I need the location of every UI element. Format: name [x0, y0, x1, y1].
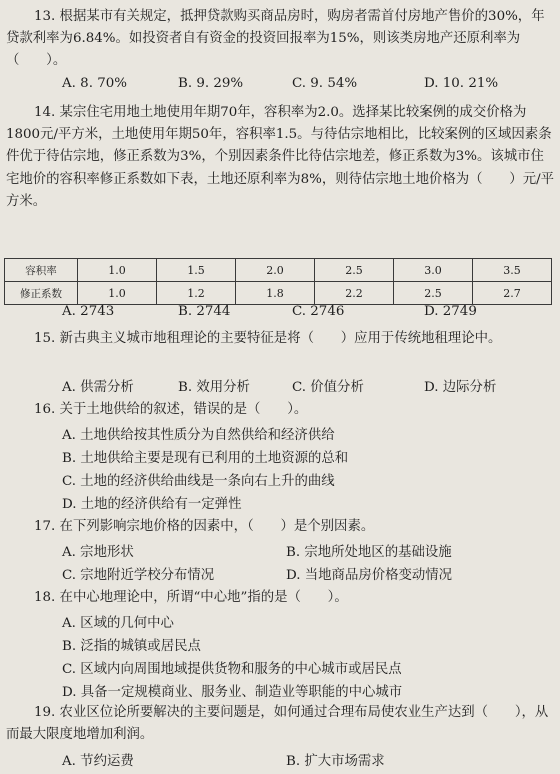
table-cell: 1.2 [157, 282, 236, 305]
table-row-label: 修正系数 [5, 282, 78, 305]
option-b[interactable]: B. 土地供给主要是现有已利用的土地资源的总和 [62, 451, 349, 466]
option-c[interactable]: C. 9. 54% [292, 76, 358, 91]
question-14 [6, 102, 554, 213]
option-b[interactable]: B. 效用分析 [178, 380, 250, 395]
question-16 [6, 399, 554, 421]
question-15 [6, 328, 554, 350]
option-d[interactable]: D. 边际分析 [424, 380, 497, 395]
option-d[interactable]: D. 2749 [424, 304, 477, 319]
option-c[interactable]: C. 区域内向周围地域提供货物和服务的中心城市或居民点 [62, 662, 402, 677]
question-18 [6, 587, 554, 609]
question-14-options [0, 304, 548, 326]
option-b[interactable]: B. 9. 29% [178, 76, 244, 91]
table-cell: 3.5 [473, 259, 552, 282]
option-b[interactable]: B. 宗地所处地区的基础设施 [286, 545, 452, 560]
option-c[interactable]: C. 宗地附近学校分布情况 [62, 568, 215, 583]
option-c[interactable]: C. 土地的经济供给曲线是一条向右上升的曲线 [62, 474, 335, 489]
option-c[interactable]: C. 价值分析 [292, 380, 364, 395]
option-d[interactable]: D. 当地商品房价格变动情况 [286, 568, 453, 583]
table-cell: 1.0 [78, 259, 157, 282]
question-19-options [0, 750, 548, 772]
table-cell: 1.8 [236, 282, 315, 305]
table-row-label: 容积率 [5, 259, 78, 282]
option-d[interactable]: D. 10. 21% [424, 76, 499, 91]
table-cell: 2.5 [315, 259, 394, 282]
option-a[interactable]: A. 区域的几何中心 [62, 616, 174, 631]
table-cell: 1.5 [157, 259, 236, 282]
option-a[interactable]: A. 土地供给按其性质分为自然供给和经济供给 [62, 428, 335, 443]
question-15-options [0, 376, 548, 398]
question-19-stem: 19. 农业区位论所要解决的主要问题是，如何通过合理布局使农业生产达到（ ），从而最大限度地增加利润。 [6, 705, 549, 743]
option-a[interactable]: A. 2743 [62, 304, 115, 319]
option-b[interactable]: B. 2744 [178, 304, 231, 319]
question-16-stem: 16. 关于土地供给的叙述，错误的是（ ）。 [34, 402, 308, 417]
question-13 [6, 6, 554, 73]
table-cell: 2.2 [315, 282, 394, 305]
option-a[interactable]: A. 宗地形状 [62, 545, 134, 560]
table-cell: 2.5 [394, 282, 473, 305]
table-row [5, 282, 552, 305]
question-18-options [0, 612, 548, 704]
question-17-options [0, 541, 548, 587]
option-c[interactable]: C. 2746 [292, 304, 345, 319]
option-a[interactable]: A. 8. 70% [62, 76, 127, 91]
option-d[interactable]: D. 具备一定规模商业、服务业、制造业等职能的中心城市 [62, 685, 403, 700]
option-b[interactable]: B. 泛指的城镇或居民点 [62, 639, 201, 654]
table-cell: 1.0 [78, 282, 157, 305]
table-cell: 2.7 [473, 282, 552, 305]
question-19 [6, 702, 554, 746]
table-row [5, 259, 552, 282]
question-16-options [0, 424, 548, 516]
question-13-options [0, 76, 548, 98]
question-15-stem: 15. 新古典主义城市地租理论的主要特征是将（ ）应用于传统地租理论中。 [34, 331, 502, 346]
option-d[interactable]: D. 土地的经济供给有一定弹性 [62, 497, 242, 512]
question-18-stem: 18. 在中心地理论中，所谓“中心地”指的是（ ）。 [34, 590, 348, 605]
option-b[interactable]: B. 扩大市场需求 [286, 754, 385, 769]
question-14-stem: 14. 某宗住宅用地土地使用年期70年，容积率为2.0。选择某比较案例的成交价格为1800元/平方米，土地使用年期50年，容积率1.5。与待估宗地相比，比较案例的区域因素条件优于待估宗地，修正系数为3%，个别因素条件比待估宗地差，修正系数为3%。该城市住宅地价的容积率修正系数如下表，土地还原利率为8%，则待估宗地土地价格为（ ）元/平方米。 [6, 105, 554, 209]
question-17 [6, 516, 554, 538]
option-a[interactable]: A. 供需分析 [62, 380, 134, 395]
question-13-stem: 13. 根据某市有关规定，抵押贷款购买商品房时，购房者需首付房地产售价的30%，年贷款利率为6.84%。如投资者自有资金的投资回报率为15%，则该类房地产还原利率为（ ）。 [6, 9, 545, 69]
table-cell: 2.0 [236, 259, 315, 282]
question-17-stem: 17. 在下列影响宗地价格的因素中，（ ）是个别因素。 [34, 519, 375, 534]
ratio-correction-table [4, 258, 552, 305]
table-cell: 3.0 [394, 259, 473, 282]
option-a[interactable]: A. 节约运费 [62, 754, 134, 769]
